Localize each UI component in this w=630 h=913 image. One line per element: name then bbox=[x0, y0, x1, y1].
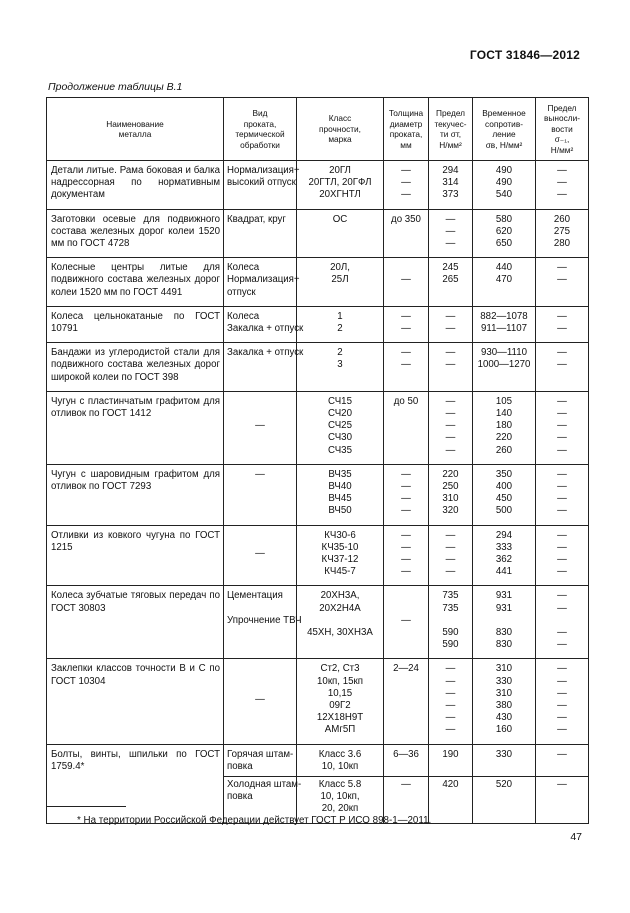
thickness: — — bbox=[384, 306, 429, 342]
table-row bbox=[47, 391, 589, 464]
thickness: 6—36 bbox=[384, 744, 429, 776]
yield-strength: — — — — — — bbox=[429, 659, 473, 744]
yield-strength: 190 bbox=[429, 744, 473, 776]
thickness: — — — — bbox=[384, 525, 429, 586]
table-row bbox=[47, 659, 589, 744]
tensile-strength: 350 400 450 500 bbox=[473, 464, 536, 525]
endurance-limit: — bbox=[536, 744, 589, 776]
endurance-limit: — — — — bbox=[536, 525, 589, 586]
tensile-strength: 440 470 bbox=[473, 258, 536, 307]
yield-strength: 735 735 590 590 bbox=[429, 586, 473, 659]
document-code: ГОСТ 31846—2012 bbox=[469, 48, 580, 62]
table-row bbox=[47, 209, 589, 258]
grade: СЧ15 СЧ20 СЧ25 СЧ30 СЧ35 bbox=[297, 391, 384, 464]
tensile-strength: 520 bbox=[473, 776, 536, 823]
yield-strength: — — — — bbox=[429, 525, 473, 586]
properties-table bbox=[46, 97, 589, 824]
grade: 20Л, 25Л bbox=[297, 258, 384, 307]
tensile-strength: 490 490 540 bbox=[473, 161, 536, 210]
table-row bbox=[47, 161, 589, 210]
yield-strength: — — — — — bbox=[429, 391, 473, 464]
thickness: — bbox=[384, 258, 429, 307]
page-number: 47 bbox=[570, 831, 582, 843]
treatment: — bbox=[224, 659, 297, 744]
thickness: — — — — bbox=[384, 464, 429, 525]
metal-name: Колесные центры литые для подвижного состава железных дорог колеи 1520 мм по ГОСТ 4491 bbox=[47, 258, 224, 307]
endurance-limit: — bbox=[536, 776, 589, 823]
treatment: — bbox=[224, 464, 297, 525]
endurance-limit: — — — — — bbox=[536, 391, 589, 464]
treatment: Холодная штам- повка bbox=[224, 776, 297, 823]
tensile-strength: 294 333 362 441 bbox=[473, 525, 536, 586]
tensile-strength: 931 931 830 830 bbox=[473, 586, 536, 659]
col-header-yield: Предел текучес- ти σт, Н/мм² bbox=[429, 98, 473, 161]
table-header-row bbox=[47, 98, 589, 161]
footnote-divider bbox=[46, 806, 126, 807]
grade: 1 2 bbox=[297, 306, 384, 342]
tensile-strength: 330 bbox=[473, 744, 536, 776]
table-row bbox=[47, 525, 589, 586]
tensile-strength: 930—1110 1000—1270 bbox=[473, 343, 536, 392]
grade: 20ХН3А, 20Х2Н4А 45ХН, 30ХН3А bbox=[297, 586, 384, 659]
table-row bbox=[47, 306, 589, 342]
treatment: Колеса Закалка + отпуск bbox=[224, 306, 297, 342]
yield-strength: 220 250 310 320 bbox=[429, 464, 473, 525]
metal-name: Чугун с шаровидным графитом для отливок по ГОСТ 7293 bbox=[47, 464, 224, 525]
metal-name: Отливки из ковкого чугуна по ГОСТ 1215 bbox=[47, 525, 224, 586]
col-header-metal: Наименование металла bbox=[47, 98, 224, 161]
yield-strength: 420 bbox=[429, 776, 473, 823]
col-header-grade: Класс прочности, марка bbox=[297, 98, 384, 161]
table-body bbox=[47, 161, 589, 824]
table-row bbox=[47, 464, 589, 525]
thickness: 2—24 bbox=[384, 659, 429, 744]
table-row bbox=[47, 343, 589, 392]
metal-name: Болты, винты, шпильки по ГОСТ 1759.4* bbox=[47, 744, 224, 823]
metal-name: Колеса зубчатые тяговых передач по ГОСТ 30803 bbox=[47, 586, 224, 659]
treatment: Колеса Нормализация+ отпуск bbox=[224, 258, 297, 307]
treatment: Закалка + отпуск bbox=[224, 343, 297, 392]
grade: Ст2, Ст3 10кп, 15кп 10,15 09Г2 12Х18Н9Т АМг5П bbox=[297, 659, 384, 744]
yield-strength: 294 314 373 bbox=[429, 161, 473, 210]
thickness: до 50 bbox=[384, 391, 429, 464]
grade: Класс 5.8 10, 10кп, 20, 20кп bbox=[297, 776, 384, 823]
metal-name: Заготовки осевые для подвижного состава железных дорог колеи 1520 мм по ГОСТ 4728 bbox=[47, 209, 224, 258]
thickness: — — — bbox=[384, 161, 429, 210]
endurance-limit: — — — bbox=[536, 161, 589, 210]
yield-strength: — — bbox=[429, 306, 473, 342]
table-caption: Продолжение таблицы В.1 bbox=[48, 81, 183, 93]
grade: ВЧ35 ВЧ40 ВЧ45 ВЧ50 bbox=[297, 464, 384, 525]
endurance-limit: — — bbox=[536, 258, 589, 307]
endurance-limit: — — — — bbox=[536, 586, 589, 659]
yield-strength: 245 265 bbox=[429, 258, 473, 307]
grade: 2 3 bbox=[297, 343, 384, 392]
col-header-endurance: Предел выносли- вости σ₋₁, Н/мм² bbox=[536, 98, 589, 161]
endurance-limit: — — — — bbox=[536, 464, 589, 525]
tensile-strength: 580 620 650 bbox=[473, 209, 536, 258]
metal-name: Колеса цельнокатаные по ГОСТ 10791 bbox=[47, 306, 224, 342]
thickness: до 350 bbox=[384, 209, 429, 258]
treatment: Горячая штам- повка bbox=[224, 744, 297, 776]
thickness: — bbox=[384, 586, 429, 659]
tensile-strength: 310 330 310 380 430 160 bbox=[473, 659, 536, 744]
tensile-strength: 882—1078 911—1107 bbox=[473, 306, 536, 342]
col-header-thickness: Толщина диаметр проката, мм bbox=[384, 98, 429, 161]
treatment: — bbox=[224, 525, 297, 586]
thickness: — — bbox=[384, 343, 429, 392]
treatment: Нормализация+ высокий отпуск bbox=[224, 161, 297, 210]
yield-strength: — — — bbox=[429, 209, 473, 258]
metal-name: Заклепки классов точности В и С по ГОСТ 10304 bbox=[47, 659, 224, 744]
endurance-limit: — — bbox=[536, 343, 589, 392]
table-row bbox=[47, 258, 589, 307]
grade: Класс 3.6 10, 10кп bbox=[297, 744, 384, 776]
endurance-limit: 260 275 280 bbox=[536, 209, 589, 258]
col-header-tensile: Временное сопротив- ление σв, Н/мм² bbox=[473, 98, 536, 161]
thickness: — bbox=[384, 776, 429, 823]
metal-name: Чугун с пластинчатым графитом для отливок по ГОСТ 1412 bbox=[47, 391, 224, 464]
yield-strength: — — bbox=[429, 343, 473, 392]
endurance-limit: — — bbox=[536, 306, 589, 342]
endurance-limit: — — — — — — bbox=[536, 659, 589, 744]
tensile-strength: 105 140 180 220 260 bbox=[473, 391, 536, 464]
table-row bbox=[47, 744, 589, 776]
treatment: Квадрат, круг bbox=[224, 209, 297, 258]
metal-name: Детали литые. Рама боковая и балка надрессорная по нормативным документам bbox=[47, 161, 224, 210]
footnote: * На территории Российской Федерации действует ГОСТ Р ИСО 898-1—2011. bbox=[77, 815, 432, 826]
grade: КЧ30-6 КЧ35-10 КЧ37-12 КЧ45-7 bbox=[297, 525, 384, 586]
treatment: — bbox=[224, 391, 297, 464]
treatment: Цементация Упрочнение ТВЧ bbox=[224, 586, 297, 659]
grade: ОС bbox=[297, 209, 384, 258]
grade: 20ГЛ 20ГТЛ, 20ГФЛ 20ХГНТЛ bbox=[297, 161, 384, 210]
table-row bbox=[47, 586, 589, 659]
metal-name: Бандажи из углеродистой стали для подвижного состава железных дорог широкой колеи по ГОСТ 398 bbox=[47, 343, 224, 392]
col-header-treatment: Вид проката, термической обработки bbox=[224, 98, 297, 161]
